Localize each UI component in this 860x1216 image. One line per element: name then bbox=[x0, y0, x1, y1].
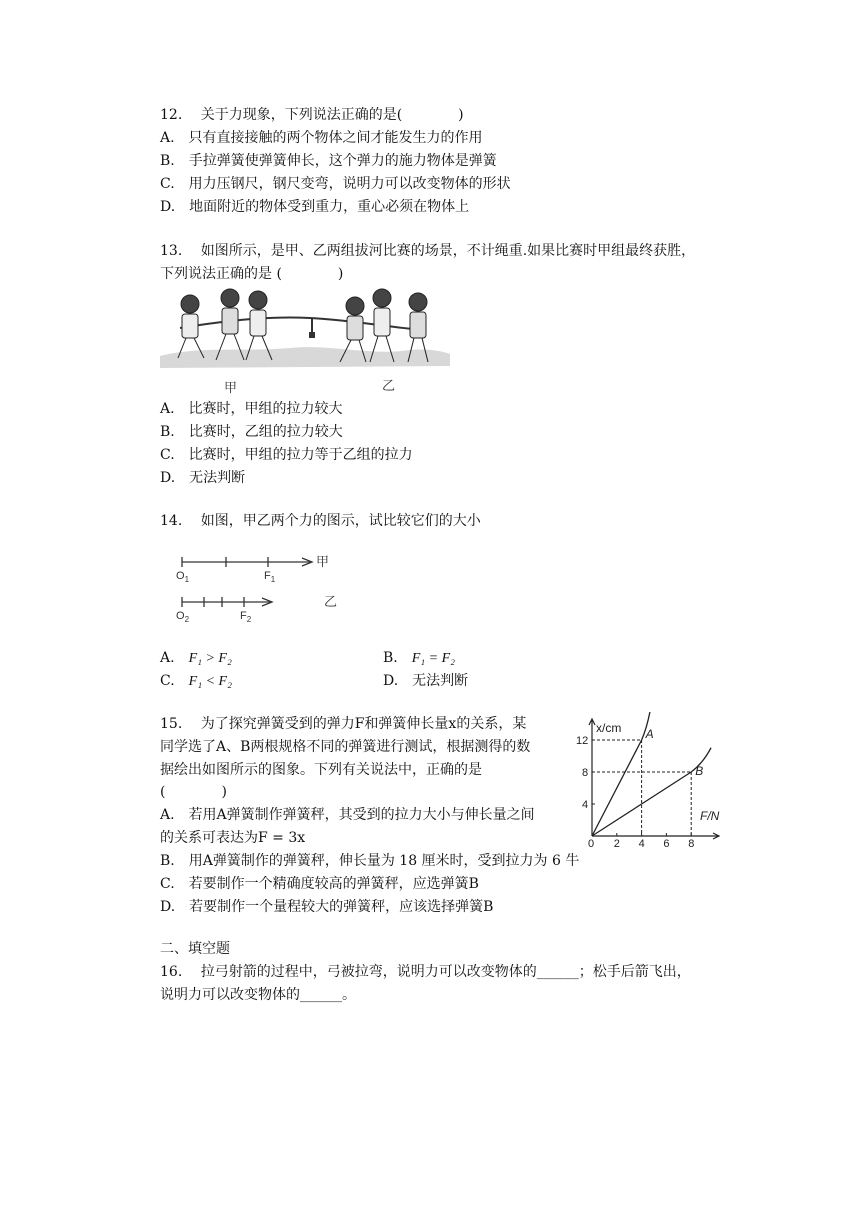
series-b-label: B bbox=[695, 764, 704, 778]
q12-option-a: A. 只有直接接触的两个物体之间才能发生力的作用 bbox=[160, 130, 483, 146]
spring-chart bbox=[568, 712, 728, 848]
y-tick-label: 4 bbox=[582, 799, 589, 811]
q15-option-a-line1: A. 若用A弹簧制作弹簧秤，其受到的拉力大小与伸长量之间 bbox=[160, 807, 535, 823]
q12-option-c: C. 用力压钢尺，钢尺变弯，说明力可以改变物体的形状 bbox=[160, 176, 511, 192]
team-jia-label: 甲 bbox=[224, 380, 238, 395]
tug-of-war-illustration bbox=[160, 286, 450, 398]
o1-label: $O_1$ bbox=[176, 570, 190, 584]
q15-option-a-line2: 的关系可表达为F = 3x bbox=[160, 830, 306, 846]
q15-stem-line4: ( ) bbox=[160, 784, 227, 800]
y-tick-label: 8 bbox=[582, 767, 589, 779]
q13-option-a: A. 比赛时，甲组的拉力较大 bbox=[160, 401, 343, 417]
q12-stem: 12. 关于力现象，下列说法正确的是( ) bbox=[160, 107, 464, 123]
q14-option-d: D. 无法判断 bbox=[383, 673, 469, 689]
origin-label: 0 bbox=[588, 838, 595, 848]
x-tick-label: 4 bbox=[638, 838, 645, 848]
f2-label: $F_2$ bbox=[240, 610, 252, 624]
q12-option-b: B. 手拉弹簧使弹簧伸长，这个弹力的施力物体是弹簧 bbox=[160, 153, 497, 169]
q12-option-d: D. 地面附近的物体受到重力，重心必须在物体上 bbox=[160, 199, 470, 215]
f1-label: $F_1$ bbox=[264, 570, 276, 584]
x-tick-label: 2 bbox=[613, 838, 620, 848]
q15-option-c: C. 若要制作一个精确度较高的弹簧秤，应选弹簧B bbox=[160, 876, 479, 892]
q15-stem-line3: 据绘出如图所示的图象。下列有关说法中，正确的是 bbox=[160, 762, 482, 778]
x-axis-label: F/N bbox=[700, 809, 720, 823]
tug-of-war-figure bbox=[160, 286, 450, 398]
q15-option-b: B. 用A弹簧制作的弹簧秤，伸长量为 18 厘米时，受到拉力为 6 牛 bbox=[160, 853, 580, 869]
q15-option-d: D. 若要制作一个量程较大的弹簧秤，应该选择弹簧B bbox=[160, 899, 494, 915]
series-line-b bbox=[592, 748, 711, 836]
q15-stem-line1: 15. 为了探究弹簧受到的弹力F和弹簧伸长量x的关系，某 bbox=[160, 716, 527, 732]
q16-line1: 16. 拉弓射箭的过程中，弓被拉弯，说明力可以改变物体的______；松手后箭飞出， bbox=[160, 964, 691, 980]
section-title: 二、填空题 bbox=[160, 941, 230, 957]
team-yi-label: 乙 bbox=[382, 378, 396, 393]
q14-stem: 14. 如图，甲乙两个力的图示，试比较它们的大小 bbox=[160, 513, 481, 529]
q13-option-d: D. 无法判断 bbox=[160, 470, 246, 486]
q13-option-b: B. 比赛时，乙组的拉力较大 bbox=[160, 424, 343, 440]
force-yi-label: 乙 bbox=[324, 594, 338, 609]
force-arrows bbox=[170, 548, 350, 626]
x-tick-label: 8 bbox=[688, 838, 695, 848]
q13-stem-line2: 下列说法正确的是 ( ) bbox=[160, 266, 344, 282]
series-a-label: A bbox=[645, 727, 654, 741]
q13-option-c: C. 比赛时，甲组的拉力等于乙组的拉力 bbox=[160, 447, 413, 463]
q13-stem-line1: 13. 如图所示，是甲、乙两组拔河比赛的场景，不计绳重.如果比赛时甲组最终获胜， bbox=[160, 243, 696, 259]
x-tick-label: 6 bbox=[663, 838, 670, 848]
y-axis-label: x/cm bbox=[596, 721, 622, 735]
force-jia-label: 甲 bbox=[316, 554, 330, 569]
q16-line2: 说明力可以改变物体的______。 bbox=[160, 987, 356, 1003]
q14-option-c: C. F₁ < F₂ bbox=[160, 673, 232, 689]
spring-chart-svg bbox=[568, 712, 728, 848]
q15-stem-line2: 同学选了A、B两根规格不同的弹簧进行测试，根据测得的数 bbox=[160, 739, 531, 755]
q14-option-a: A. F₁ > F₂ bbox=[160, 650, 232, 666]
q14-option-b: B. F₁ = F₂ bbox=[383, 650, 456, 666]
force-diagrams bbox=[170, 548, 350, 626]
o2-label: $O_2$ bbox=[176, 610, 190, 624]
y-tick-label: 12 bbox=[576, 735, 589, 747]
